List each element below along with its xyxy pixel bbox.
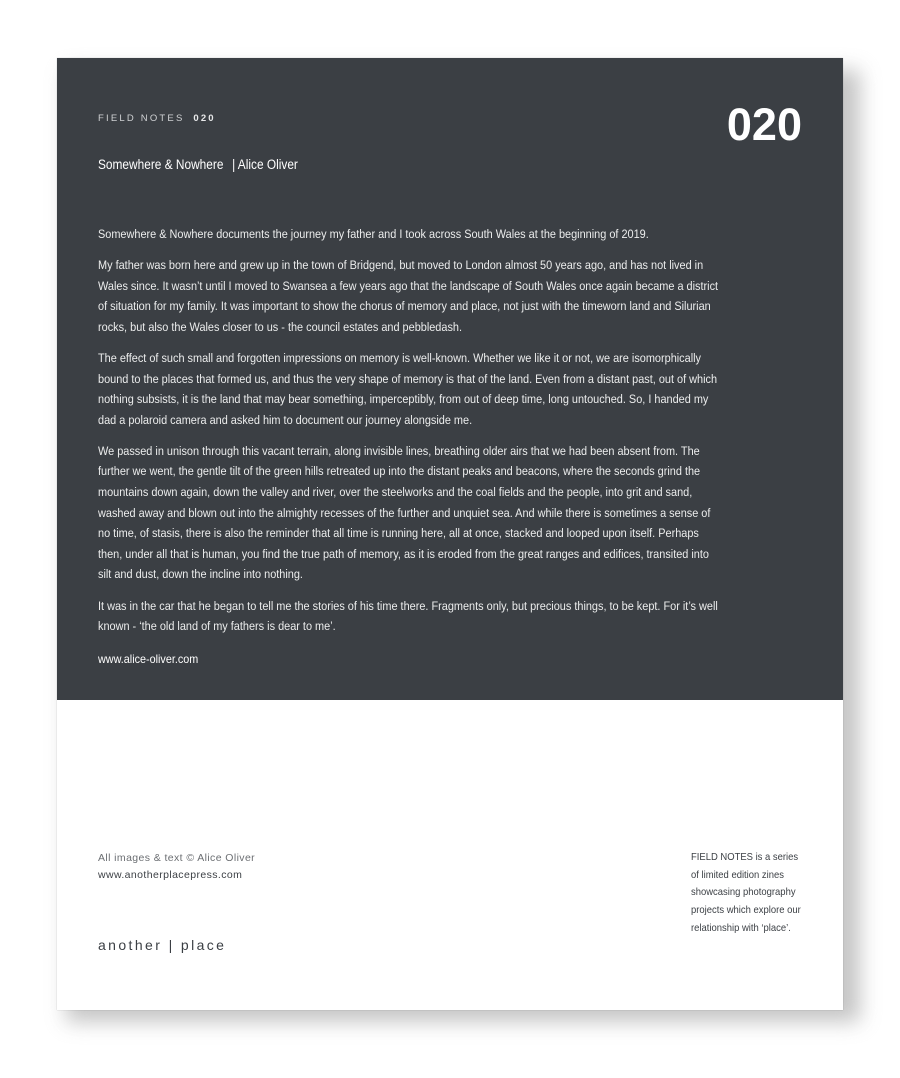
title-separator: | (232, 157, 236, 172)
series-description (691, 849, 808, 938)
statement-paragraph: The effect of such small and forgotten impressions on memory is well-known. Whether we like it or not, we are isomorphically bound to the places that formed us, and thus the very shape of memory is that of the land. Even from a distant past, out of which nothing subsists, it is the land that may bear something, imperceptibly, from out of deep time, long untouched. So, I handed my dad a polaroid camera and asked him to document our journey alongside me. (98, 350, 718, 427)
series-label-text: FIELD NOTES (98, 113, 185, 124)
issue-number: 020 (726, 99, 802, 150)
copyright-line: All images & text © Alice Oliver (98, 852, 256, 864)
statement-paragraph: We passed in unison through this vacant terrain, along invisible lines, breathing older airs that we had been absent from. The further we went, the gentle tilt of the green hills retreated up into the distant peaks and beacons, where the seconds grind the mountains down again, down the valley and river, over the steelworks and the coal fields and the people, into grit and sand, washed away and blown out into the almighty recesses of the further and unquiet sea. And while there is sometimes a sense of no time, of stasis, there is also the reminder that all time is running here, all at once, stacked and looped upon itself. Perhaps then, under all that is human, you find the true path of memory, as it is eroded from the great ranges and edifices, transited into silt and dust, down the incline into nothing. (98, 443, 711, 582)
project-title-line (98, 157, 298, 172)
artist-website-link[interactable]: www.alice-oliver.com (98, 652, 199, 666)
publisher-brand-logo: another | place (98, 937, 227, 953)
statement-paragraph: It was in the car that he began to tell me the stories of his time there. Fragments only, but precious things, to be kept. For it’s well known - ‘the old land of my fathers is dear to me’. (98, 598, 718, 634)
series-label-number: 020 (193, 113, 216, 124)
credits-block (98, 850, 255, 884)
dark-text-panel (57, 58, 843, 700)
series-description-line: FIELD NOTES is a series (691, 851, 799, 863)
author-name: Alice Oliver (237, 157, 298, 172)
series-description-line: of limited edition zines (691, 868, 784, 881)
project-title: Somewhere & Nowhere (98, 157, 224, 172)
statement-paragraph: Somewhere & Nowhere documents the journey my father and I took across South Wales at the beginning of 2019. (98, 227, 649, 241)
series-description-line: projects which explore our (691, 904, 801, 917)
series-label (98, 113, 216, 124)
series-description-line: showcasing photography (691, 886, 796, 899)
series-description-line: relationship with ‘place’. (691, 921, 791, 934)
statement-text (98, 224, 725, 647)
publisher-website-link[interactable]: www.anotherplacepress.com (98, 869, 243, 881)
statement-paragraph: My father was born here and grew up in the town of Bridgend, but moved to London almost 50 years ago, and has not lived in Wales since. It wasn’t until I moved to Swansea a few years ago that the landscape of South Wales once again became a district of situation for my family. It was important to show the chorus of memory and place, not just with the timeworn land and Silurian rocks, but also the Wales closer to us - the council estates and pebbledash. (98, 258, 719, 334)
zine-back-cover (57, 58, 843, 1010)
